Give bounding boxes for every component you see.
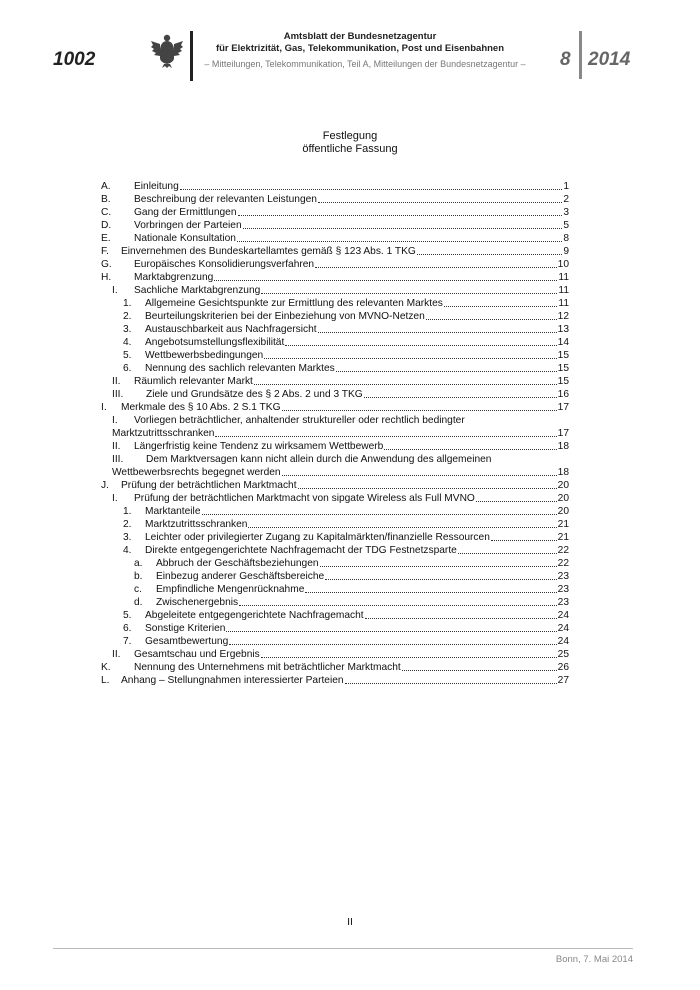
toc-leader [491,531,557,541]
toc-leader [325,570,556,580]
toc-label: Nennung des Unternehmens mit beträchtlicher Marktmacht [134,662,401,673]
toc-label: Längerfristig keine Tendenz zu wirksamem Wettbewerb [134,441,384,452]
toc-leader [318,193,562,203]
toc-page: 11 [558,298,569,309]
toc-page: 14 [557,337,569,348]
toc-leader [365,609,557,619]
toc-leader [426,310,557,320]
gazette-title-line2: für Elektrizität, Gas, Telekommunikation, Post und Eisenbahnen [215,43,505,54]
toc-number: F. [101,246,109,257]
toc-label: Angebotsumstellungsflexibilität [145,337,285,348]
toc-page: 24 [557,623,569,634]
document-title-line1: Festlegung [322,130,378,142]
toc-label: Vorliegen beträchtlicher, anhaltender struktureller oder rechtlich bedingter [134,415,465,426]
footer-page-number: II [347,916,353,928]
toc-page: 21 [557,532,569,543]
toc-number: B. [101,194,111,205]
toc-page: 23 [557,584,569,595]
toc-entry[interactable] [112,284,569,297]
toc-page: 22 [557,558,569,569]
toc-label: Zwischenergebnis [156,597,239,608]
toc-page: 22 [557,545,569,556]
toc-entry[interactable] [112,427,569,440]
toc-entry[interactable] [101,206,569,219]
toc-leader [264,349,556,359]
toc-page: 16 [557,389,569,400]
toc-leader [282,401,557,411]
toc-entry[interactable] [112,648,569,661]
toc-leader [336,362,557,372]
toc-page: 11 [558,272,569,283]
toc-leader [417,245,562,255]
toc-label: Gang der Ermittlungen [134,207,237,218]
toc-label: Abbruch der Geschäftsbeziehungen [156,558,319,569]
toc-entry[interactable] [123,544,569,557]
toc-number: c. [134,584,142,595]
toc-label: Beurteilungskriterien bei der Einbeziehung von MVNO-Netzen [145,311,425,322]
toc-number: 6. [123,623,132,634]
page-number: 1002 [53,49,96,70]
toc-number: I. [112,493,118,504]
toc-entry[interactable] [123,349,569,362]
toc-label: Gesamtbewertung [145,636,229,647]
toc-leader [318,323,557,333]
toc-leader [238,206,563,216]
toc-number: b. [134,571,143,582]
toc-entry[interactable] [101,245,569,258]
toc-entry[interactable] [123,505,569,518]
toc-entry[interactable] [123,609,569,622]
toc-label: Dem Marktversagen kann nicht allein durch die Anwendung des allgemeinen [146,454,492,465]
toc-leader [243,219,563,229]
toc-number: A. [101,181,111,192]
toc-leader [215,427,556,437]
toc-entry[interactable] [123,310,569,323]
toc-label: Sachliche Marktabgrenzung [134,285,261,296]
toc-leader [345,674,557,684]
toc-entry[interactable] [112,388,569,401]
toc-leader [261,284,557,294]
toc-leader [320,557,557,567]
toc-entry[interactable] [101,401,569,414]
toc-number: III. [112,389,124,400]
toc-page: 21 [557,519,569,530]
toc-entry[interactable] [123,518,569,531]
toc-number: II. [112,376,121,387]
toc-number: a. [134,558,143,569]
toc-leader [402,661,557,671]
toc-number: H. [101,272,112,283]
toc-page: 5 [563,220,569,231]
toc-entry[interactable] [123,531,569,544]
toc-number: E. [101,233,111,244]
toc-number: L. [101,675,110,686]
toc-number: D. [101,220,112,231]
toc-page: 25 [557,649,569,660]
toc-label: Direkte entgegengerichtete Nachfragemacht der TDG Festnetzsparte [145,545,457,556]
toc-leader [282,466,557,476]
toc-page: 26 [557,662,569,673]
toc-label: Nationale Konsultation [134,233,236,244]
federal-eagle-icon [150,32,184,68]
toc-entry[interactable] [134,596,569,609]
toc-label: Marktzutrittsschranken [112,428,215,439]
toc-page: 8 [563,233,569,244]
toc-label: Einbezug anderer Geschäftsbereiche [156,571,325,582]
toc-label: Europäisches Konsolidierungsverfahren [134,259,315,270]
gazette-title [200,31,520,55]
toc-entry[interactable] [123,622,569,635]
toc-entry[interactable] [112,466,569,479]
toc-entry[interactable] [101,193,569,206]
toc-number: 2. [123,311,132,322]
toc-leader [254,375,557,385]
toc-label: Merkmale des § 10 Abs. 2 S.1 TKG [121,402,281,413]
document-title [0,130,700,156]
toc-label: Austauschbarkeit aus Nachfragersicht [145,324,317,335]
gazette-subtitle: – Mitteilungen, Telekommunikation, Teil A, Mitteilungen der Bundesnetzagentur – [204,59,526,69]
toc-page: 18 [557,467,569,478]
toc-number: G. [101,259,112,270]
toc-leader [229,635,556,645]
toc-entry[interactable] [101,180,569,193]
toc-label: Abgeleitete entgegengerichtete Nachfragemacht [145,610,364,621]
toc-page: 20 [557,506,569,517]
toc-label: Gesamtschau und Ergebnis [134,649,260,660]
toc-entry[interactable] [112,492,569,505]
toc-page: 18 [557,441,569,452]
toc-label: Einvernehmen des Bundeskartellamtes gemäß § 123 Abs. 1 TKG [121,246,416,257]
toc-number: I. [112,415,118,426]
issue-divider [579,31,582,79]
toc-number: C. [101,207,112,218]
toc-number: 2. [123,519,132,530]
toc-page: 9 [563,246,569,257]
toc-leader [444,297,558,307]
toc-entry[interactable] [101,661,569,674]
toc-label: Marktzutrittsschranken [145,519,248,530]
toc-entry[interactable] [134,583,569,596]
toc-label: Allgemeine Gesichtspunkte zur Ermittlung des relevanten Marktes [145,298,443,309]
toc-entry[interactable] [101,232,569,245]
toc-entry[interactable] [101,479,569,492]
toc-entry[interactable] [123,297,569,310]
issue-number: 8 [560,49,571,70]
toc-number: 7. [123,636,132,647]
toc-page: 1 [563,181,569,192]
toc-entry[interactable] [101,674,569,687]
toc-page: 11 [558,285,569,296]
toc-page: 12 [557,311,569,322]
toc-number: 4. [123,545,132,556]
issue-year: 2014 [588,49,631,70]
toc-number: 3. [123,532,132,543]
gazette-title-line1: Amtsblatt der Bundesnetzagentur [283,31,437,42]
toc-leader [285,336,556,346]
toc-page: 10 [557,259,569,270]
toc-number: 1. [123,298,132,309]
toc-leader [458,544,557,554]
toc-page: 23 [557,597,569,608]
toc-entry[interactable] [101,271,569,284]
footer-divider [53,948,633,949]
toc-entry[interactable] [101,258,569,271]
toc-entry[interactable] [134,570,569,583]
toc-number: 6. [123,363,132,374]
toc-page: 2 [563,194,569,205]
toc-label: Nennung des sachlich relevanten Marktes [145,363,335,374]
toc-label: Leichter oder privilegierter Zugang zu Kapitalmärkten/finanzielle Ressourcen [145,532,490,543]
toc-entry[interactable] [123,323,569,336]
toc-leader [315,258,557,268]
toc-page: 20 [557,493,569,504]
toc-label: Vorbringen der Parteien [134,220,242,231]
toc-label: Anhang – Stellungnahmen interessierter Parteien [121,675,344,686]
toc-page: 13 [557,324,569,335]
toc-page: 24 [557,636,569,647]
toc-number: III. [112,454,124,465]
toc-leader [364,388,557,398]
toc-leader [261,648,557,658]
toc-label: Prüfung der beträchtlichen Marktmacht von sipgate Wireless als Full MVNO [134,493,475,504]
toc-page: 23 [557,571,569,582]
toc-leader [384,440,556,450]
toc-label: Wettbewerbsrechts begegnet werden [112,467,281,478]
toc-page: 27 [557,675,569,686]
toc-number: 5. [123,350,132,361]
toc-page: 17 [557,402,569,413]
toc-label: Einleitung [134,181,179,192]
toc-number: II. [112,649,121,660]
footer-place-date: Bonn, 7. Mai 2014 [555,954,633,965]
toc-entry[interactable] [123,336,569,349]
toc-leader [226,622,556,632]
toc-label: Ziele und Grundsätze des § 2 Abs. 2 und 3 TKG [146,389,363,400]
toc-number: 4. [123,337,132,348]
toc-leader [305,583,556,593]
toc-entry-continued[interactable] [112,414,465,427]
toc-page: 24 [557,610,569,621]
toc-page: 17 [557,428,569,439]
toc-leader [237,232,562,242]
toc-number: 5. [123,610,132,621]
toc-entry[interactable] [123,362,569,375]
toc-entry[interactable] [134,557,569,570]
toc-label: Empfindliche Mengenrücknahme [156,584,305,595]
toc-label: Beschreibung der relevanten Leistungen [134,194,317,205]
toc-entry[interactable] [112,440,569,453]
toc-leader [476,492,557,502]
toc-leader [239,596,557,606]
toc-entry[interactable] [101,219,569,232]
toc-page: 3 [563,207,569,218]
toc-number: I. [101,402,107,413]
toc-leader [298,479,557,489]
toc-leader [248,518,556,528]
header-divider [190,31,193,81]
toc-number: d. [134,597,143,608]
toc-number: 1. [123,506,132,517]
toc-number: I. [112,285,118,296]
toc-label: Marktabgrenzung [134,272,214,283]
toc-leader [214,271,557,281]
toc-entry[interactable] [123,635,569,648]
toc-leader [180,180,563,190]
toc-page: 15 [557,350,569,361]
toc-label: Wettbewerbsbedingungen [145,350,264,361]
toc-leader [202,505,557,515]
document-title-line2: öffentliche Fassung [302,143,398,155]
toc-number: K. [101,662,111,673]
toc-number: J. [101,480,109,491]
toc-page: 15 [557,376,569,387]
toc-page: 20 [557,480,569,491]
toc-number: II. [112,441,121,452]
toc-label: Prüfung der beträchtlichen Marktmacht [121,480,297,491]
toc-label: Räumlich relevanter Markt [134,376,253,387]
toc-number: 3. [123,324,132,335]
toc-label: Sonstige Kriterien [145,623,226,634]
toc-entry[interactable] [112,375,569,388]
toc-entry-continued[interactable] [112,453,491,466]
toc-label: Marktanteile [145,506,201,517]
toc-page: 15 [557,363,569,374]
